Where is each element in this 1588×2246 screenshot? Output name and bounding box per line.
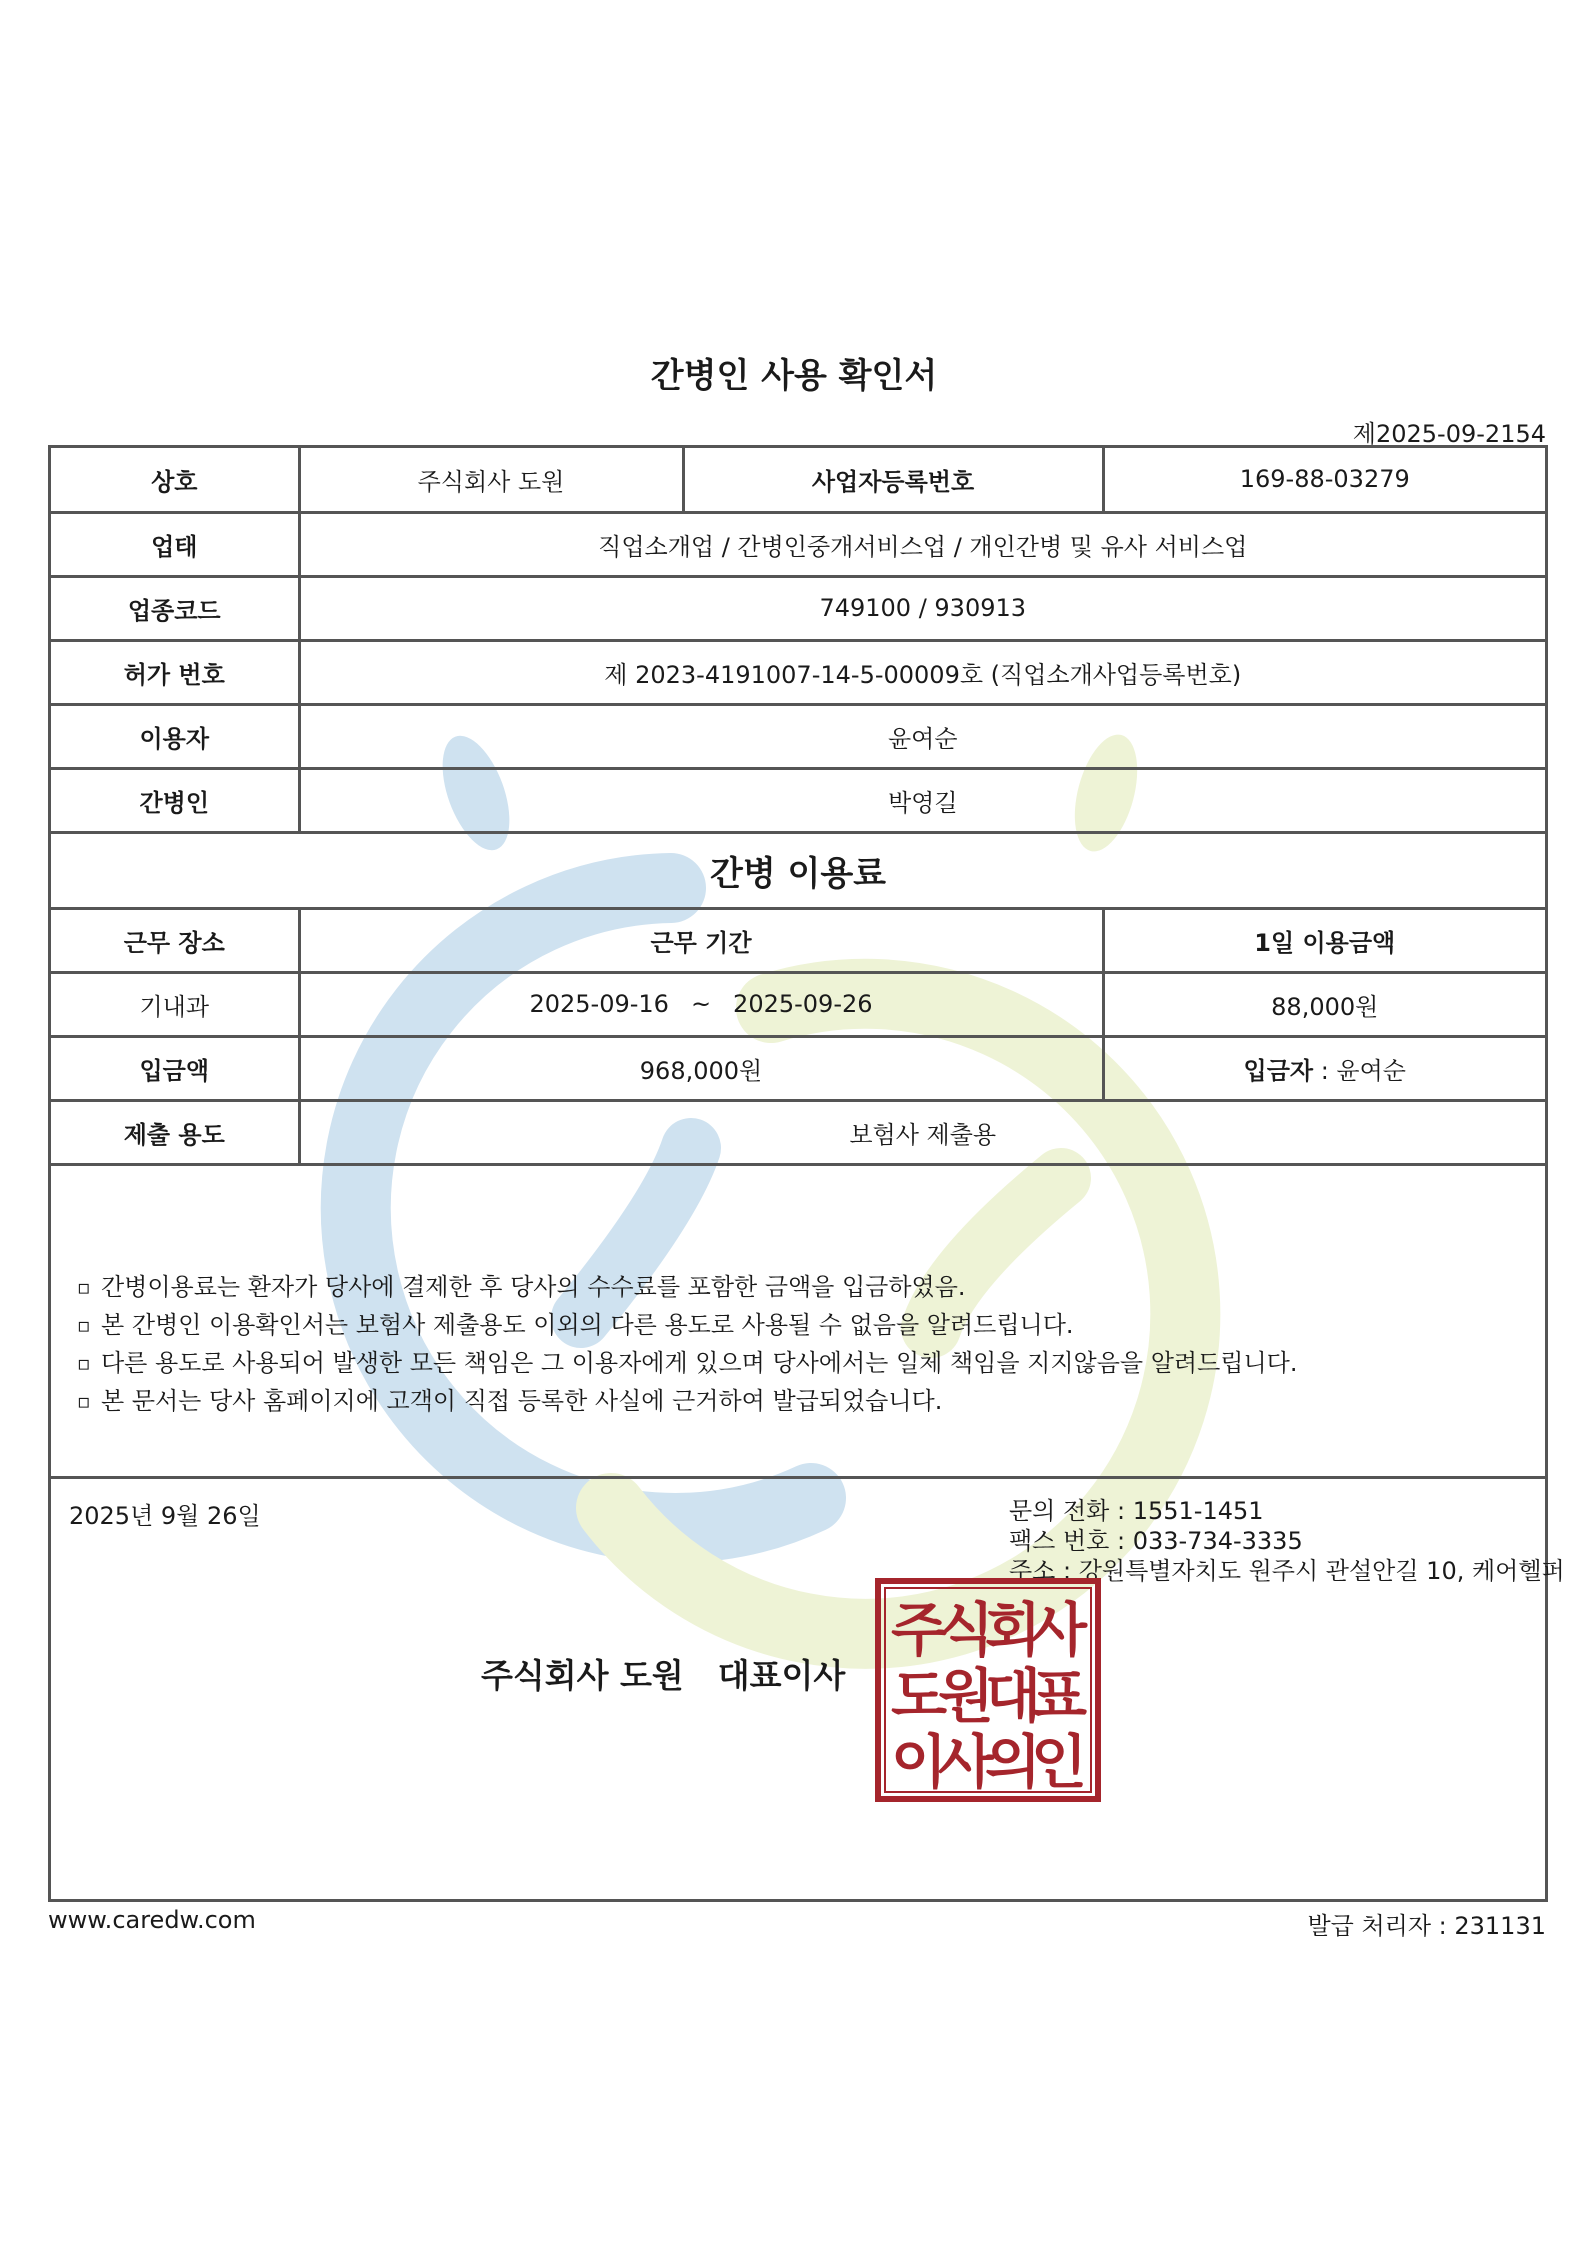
svg-text:표: 표 bbox=[1030, 1662, 1088, 1730]
contact-info bbox=[1009, 1496, 1565, 1586]
table-row bbox=[51, 908, 1545, 972]
table-row bbox=[51, 972, 1545, 1036]
work-place-label: 근무 장소 bbox=[51, 908, 299, 972]
caregiver-label: 간병인 bbox=[51, 768, 299, 832]
depositor-separator: : bbox=[1313, 1056, 1337, 1085]
svg-text:식: 식 bbox=[937, 1596, 995, 1664]
contact-phone: 문의 전화 : 1551-1451 bbox=[1009, 1497, 1264, 1525]
period-start: 2025-09-16 bbox=[529, 990, 669, 1018]
table-row bbox=[51, 576, 1545, 640]
period-end: 2025-09-26 bbox=[733, 990, 873, 1018]
deposit-amount-value: 968,000원 bbox=[299, 1036, 1103, 1100]
depositor-cell bbox=[1103, 1036, 1545, 1100]
contact-address: 주소 : 강원특별자치도 원주시 관설안길 10, 케어헬퍼 bbox=[1009, 1557, 1565, 1585]
signature-company: 주식회사 도원 bbox=[481, 1656, 684, 1695]
document-title: 간병인 사용 확인서 bbox=[650, 356, 938, 396]
depositor-value: 윤여순 bbox=[1336, 1056, 1406, 1085]
svg-text:사: 사 bbox=[937, 1728, 995, 1796]
svg-text:인: 인 bbox=[1030, 1728, 1088, 1796]
user-label: 이용자 bbox=[51, 704, 299, 768]
section-divider bbox=[51, 1476, 1545, 1479]
permit-number-value: 제 2023-4191007-14-5-00009호 (직업소개사업등록번호) bbox=[299, 640, 1545, 704]
notes-list bbox=[77, 1268, 1297, 1420]
website-link[interactable]: www.caredw.com bbox=[48, 1906, 256, 1934]
user-value: 윤여순 bbox=[299, 704, 1545, 768]
depositor-label: 입금자 bbox=[1243, 1056, 1314, 1085]
table-row bbox=[51, 1100, 1545, 1164]
company-signature bbox=[481, 1650, 845, 1697]
daily-fee-value: 88,000원 bbox=[1103, 972, 1545, 1036]
svg-text:사: 사 bbox=[1030, 1596, 1088, 1664]
signature-title: 대표이사 bbox=[717, 1656, 846, 1695]
deposit-amount-label: 입금액 bbox=[51, 1036, 299, 1100]
work-period-value bbox=[299, 972, 1103, 1036]
certificate-frame bbox=[48, 445, 1565, 1902]
industry-code-value: 749100 / 930913 bbox=[299, 576, 1545, 640]
business-type-value: 직업소개업 / 간병인중개서비스업 / 개인간병 및 유사 서비스업 bbox=[299, 512, 1545, 576]
svg-text:이: 이 bbox=[890, 1728, 948, 1796]
industry-code-label: 업종코드 bbox=[51, 576, 299, 640]
period-separator: ~ bbox=[690, 990, 712, 1018]
table-row bbox=[51, 768, 1545, 832]
business-type-label: 업태 bbox=[51, 512, 299, 576]
issue-date: 2025년 9월 26일 bbox=[69, 1502, 261, 1530]
permit-number-label: 허가 번호 bbox=[51, 640, 299, 704]
fee-section-title: 간병 이용료 bbox=[51, 832, 1545, 908]
table-row bbox=[51, 704, 1545, 768]
table-row bbox=[51, 448, 1545, 512]
svg-text:회: 회 bbox=[984, 1596, 1042, 1664]
table-row bbox=[51, 1036, 1545, 1100]
work-period-label: 근무 기간 bbox=[299, 908, 1103, 972]
svg-text:도: 도 bbox=[890, 1662, 948, 1730]
document-number: 제2025-09-2154 bbox=[1352, 420, 1546, 448]
svg-text:대: 대 bbox=[984, 1662, 1042, 1730]
info-table bbox=[51, 448, 1545, 1166]
business-reg-value: 169-88-03279 bbox=[1103, 448, 1545, 512]
list-item: ▫ 다른 용도로 사용되어 발생한 모든 책임은 그 이용자에게 있으며 당사에서는 일체 책임을 지지않음을 알려드립니다. bbox=[77, 1344, 1297, 1382]
svg-text:원: 원 bbox=[937, 1662, 995, 1730]
company-name-label: 상호 bbox=[51, 448, 299, 512]
svg-text:의: 의 bbox=[984, 1728, 1042, 1796]
business-reg-label: 사업자등록번호 bbox=[683, 448, 1103, 512]
list-item: ▫ 본 문서는 당사 홈페이지에 고객이 직접 등록한 사실에 근거하여 발급되었습니다. bbox=[77, 1382, 1297, 1420]
list-item: ▫ 본 간병인 이용확인서는 보험사 제출용도 이외의 다른 용도로 사용될 수 없음을 알려드립니다. bbox=[77, 1306, 1297, 1344]
company-name-value: 주식회사 도원 bbox=[299, 448, 683, 512]
caregiver-value: 박영길 bbox=[299, 768, 1545, 832]
issuer-id: 발급 처리자 : 231131 bbox=[1307, 1912, 1546, 1940]
table-row bbox=[51, 832, 1545, 908]
company-seal-stamp bbox=[875, 1578, 1101, 1802]
purpose-value: 보험사 제출용 bbox=[299, 1100, 1545, 1164]
daily-fee-label: 1일 이용금액 bbox=[1103, 908, 1545, 972]
svg-text:주: 주 bbox=[890, 1596, 948, 1664]
purpose-label: 제출 용도 bbox=[51, 1100, 299, 1164]
contact-fax: 팩스 번호 : 033-734-3335 bbox=[1009, 1527, 1303, 1555]
table-row bbox=[51, 640, 1545, 704]
list-item: ▫ 간병이용료는 환자가 당사에 결제한 후 당사의 수수료를 포함한 금액을 입금하였음. bbox=[77, 1268, 1297, 1306]
table-row bbox=[51, 512, 1545, 576]
work-place-value: 기내과 bbox=[51, 972, 299, 1036]
